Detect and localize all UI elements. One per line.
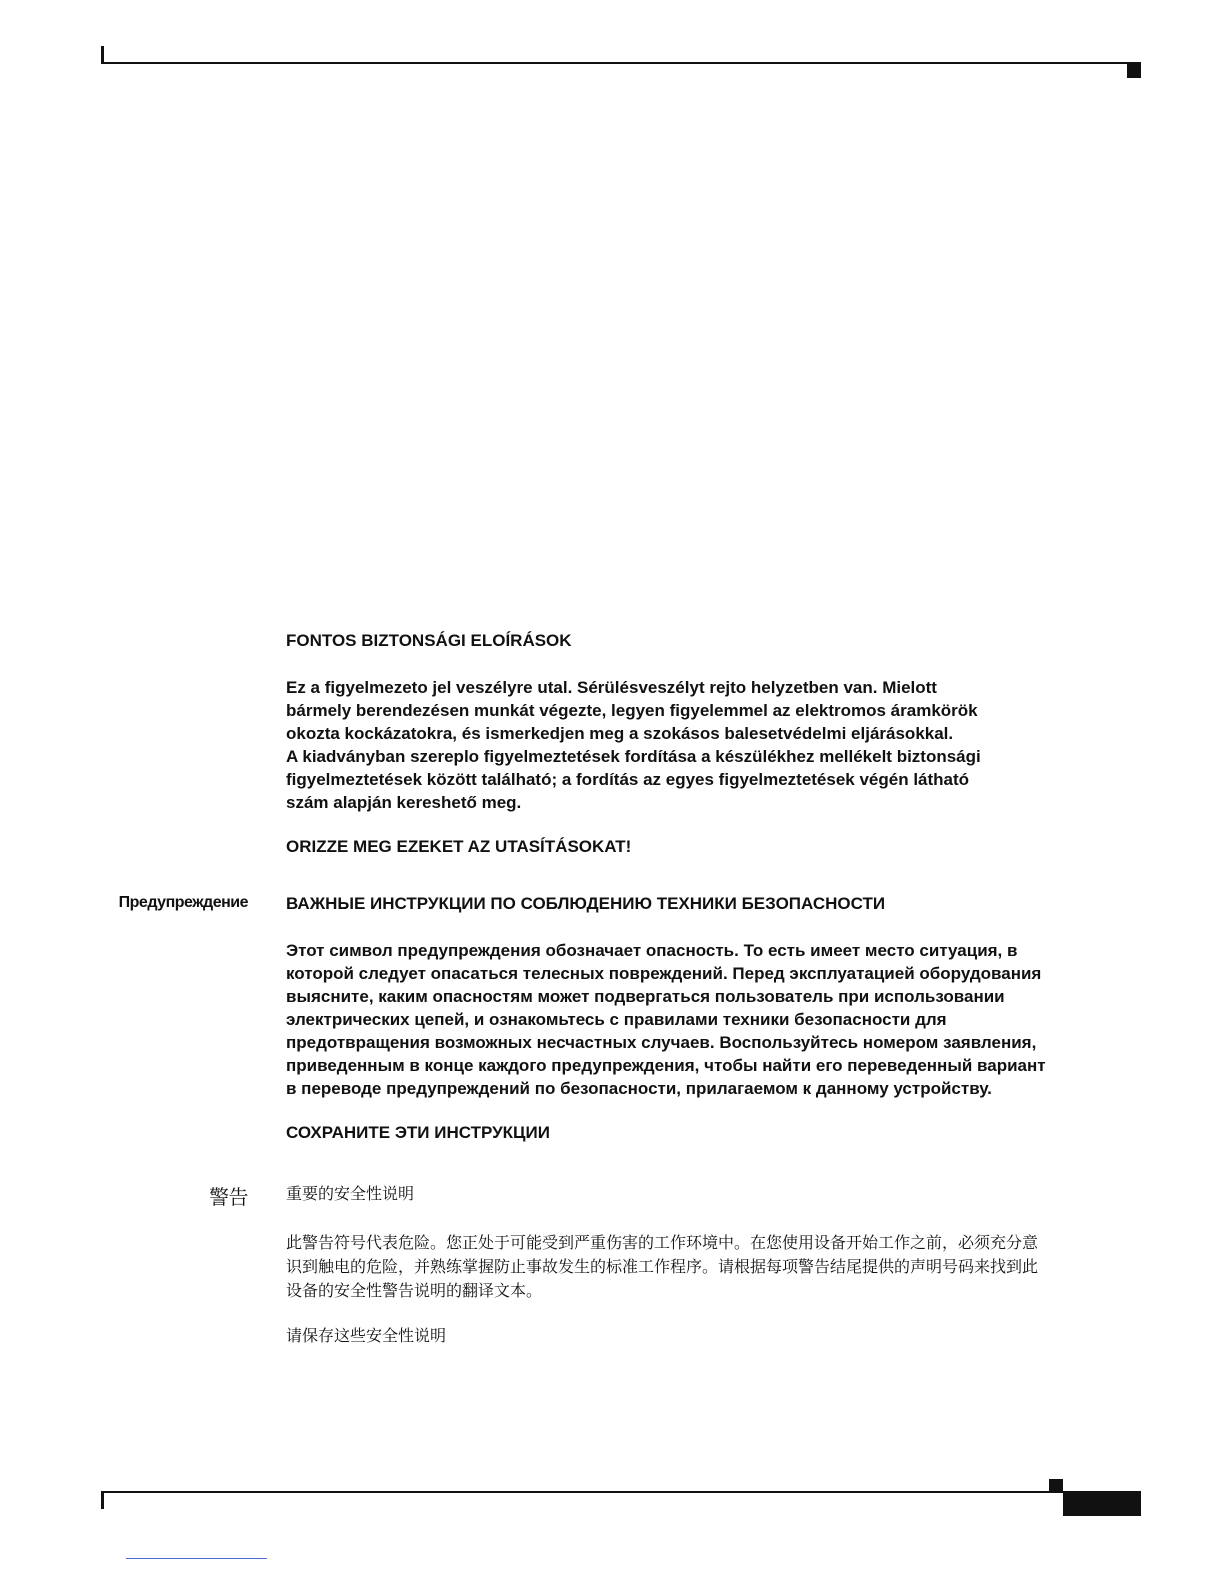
russian-line: электрических цепей, и ознакомьтесь с правилами техники безопасности для xyxy=(286,1010,947,1029)
hungarian-heading: FONTOS BIZTONSÁGI ELOÍRÁSOK xyxy=(286,631,572,650)
footer-left-tick xyxy=(101,1493,104,1509)
russian-heading: ВАЖНЫЕ ИНСТРУКЦИИ ПО СОБЛЮДЕНИЮ ТЕХНИКИ БЕЗОПАСНОСТИ xyxy=(286,894,886,913)
chinese-line: 识到触电的危险，并熟练掌握防止事故发生的标准工作程序。请根据每项警告结尾提供的声明号码来找到此 xyxy=(286,1257,1039,1276)
footer-page-tab xyxy=(1063,1493,1141,1516)
russian-line: в переводе предупреждений по безопасности, прилагаемом к данному устройству. xyxy=(286,1079,992,1098)
hungarian-line: A kiadványban szereplo figyelmeztetések fordítása a készülékhez mellékelt biztonsági xyxy=(286,747,981,766)
russian-line: приведенным в конце каждого предупреждения, чтобы найти его переведенный вариант xyxy=(286,1056,1046,1075)
hungarian-line: Ez a figyelmezeto jel veszélyre utal. Sérülésveszélyt rejto helyzetben van. Mielott xyxy=(286,678,937,697)
hungarian-line: figyelmeztetések között található; a fordítás az egyes figyelmeztetések végén látható xyxy=(286,770,970,789)
hungarian-closing: ORIZZE MEG EZEKET AZ UTASÍTÁSOKAT! xyxy=(286,837,632,856)
russian-closing: СОХРАНИТЕ ЭТИ ИНСТРУКЦИИ xyxy=(286,1123,550,1142)
russian-line: выясните, каким опасностям может подвергаться пользователь при использовании xyxy=(286,987,1005,1006)
hungarian-line: okozta kockázatokra, és ismerkedjen meg a szokásos balesetvédelmi eljárásokkal. xyxy=(286,724,954,743)
header-rule xyxy=(101,62,1141,64)
russian-line: Этот символ предупреждения обозначает опасность. То есть имеет место ситуация, в xyxy=(286,941,1018,960)
hungarian-warning-section xyxy=(286,630,1146,858)
footer-marker-block xyxy=(1049,1479,1063,1493)
footer-link-underline[interactable] xyxy=(126,1558,267,1559)
footer-rule xyxy=(101,1491,1141,1493)
chinese-side-label: 警告 xyxy=(209,1185,248,1209)
header-corner-block xyxy=(1127,64,1141,78)
hungarian-line: szám alapján kereshető meg. xyxy=(286,793,522,812)
chinese-line: 设备的安全性警告说明的翻译文本。 xyxy=(286,1281,543,1300)
chinese-line: 此警告符号代表危险。您正处于可能受到严重伤害的工作环境中。在您使用设备开始工作之前，必须充分意 xyxy=(286,1233,1039,1252)
russian-line: которой следует опасаться телесных повреждений. Перед эксплуатацией оборудования xyxy=(286,964,1042,983)
russian-line: предотвращения возможных несчастных случаев. Воспользуйтесь номером заявления, xyxy=(286,1033,1037,1052)
hungarian-line: bármely berendezésen munkát végezte, legyen figyelemmel az elektromos áramkörök xyxy=(286,701,978,720)
chinese-closing: 请保存这些安全性说明 xyxy=(286,1326,447,1345)
chinese-warning-section xyxy=(286,1183,1146,1347)
russian-side-label: Предупреждение xyxy=(118,894,248,911)
chinese-heading: 重要的安全性说明 xyxy=(286,1184,415,1203)
russian-warning-section xyxy=(286,893,1146,1144)
